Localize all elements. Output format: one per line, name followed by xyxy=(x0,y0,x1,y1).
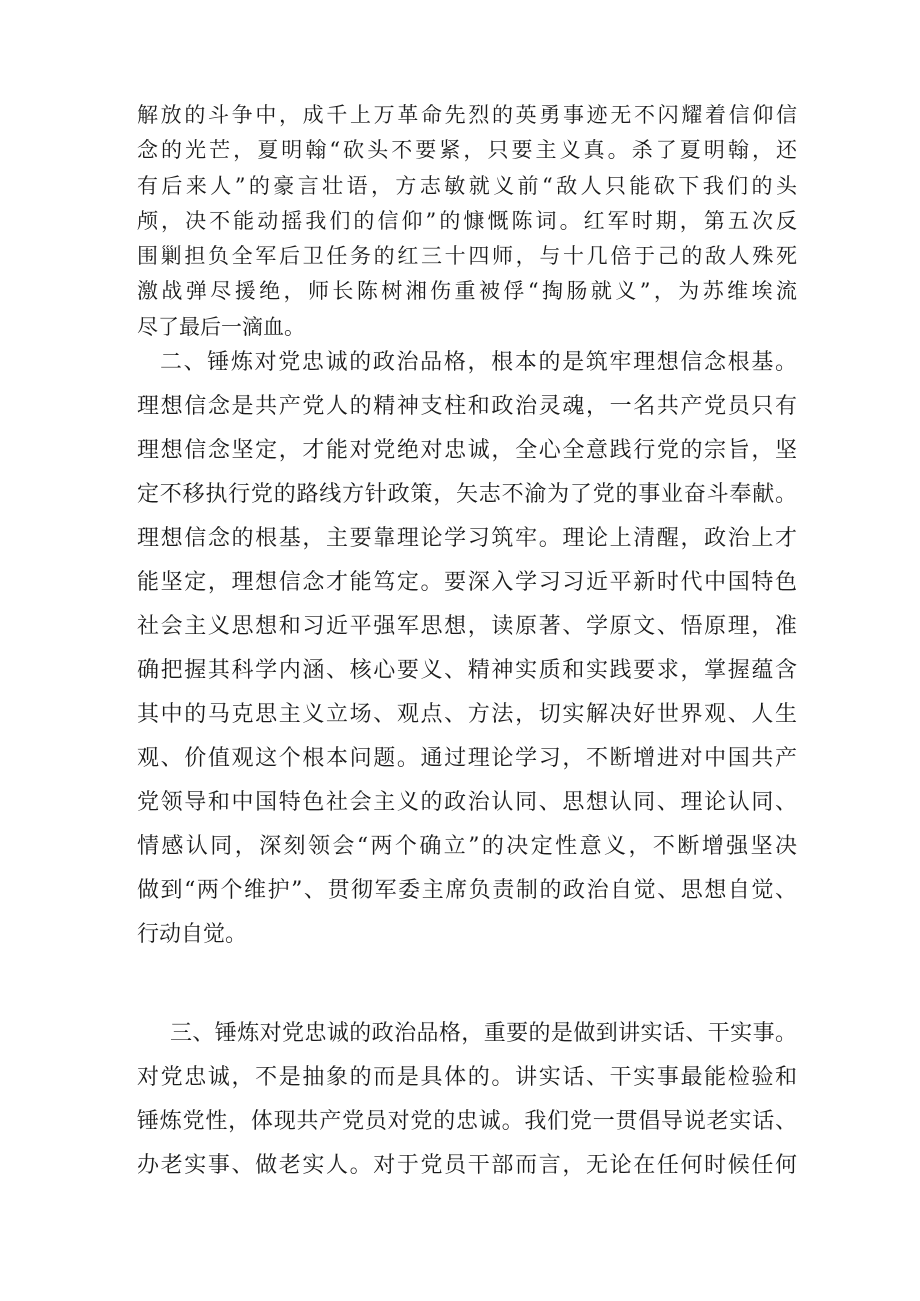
text-line: 锤炼党性，体现共产党员对党的忠诚。我们党一贯倡导说老实话、 xyxy=(137,1109,797,1134)
text-line: 能坚定，理想信念才能笃定。要深入学习习近平新时代中国特色 xyxy=(137,570,797,595)
paragraph-revolutionary-martyrs xyxy=(137,98,797,345)
text-line: 确把握其科学内涵、核心要义、精神实质和实践要求，掌握蕴含 xyxy=(137,658,797,683)
text-line: 行动自觉。 xyxy=(137,922,248,947)
text-line: 其中的马克思主义立场、观点、方法，切实解决好世界观、人生 xyxy=(137,702,797,727)
text-line: 定不移执行党的路线方针政策，矢志不渝为了党的事业奋斗奉献。 xyxy=(137,482,797,507)
text-line: 党领导和中国特色社会主义的政治认同、思想认同、理论认同、 xyxy=(137,790,797,815)
text-line: 做到“两个维护”、贯彻军委主席负责制的政治自觉、思想自觉、 xyxy=(137,878,797,903)
paragraph-section-three xyxy=(137,1012,797,1188)
text-line: 激战弹尽援绝，师长陈树湘伤重被俘“掏肠就义”，为苏维埃流 xyxy=(137,279,797,304)
text-line: 有后来人”的豪言壮语，方志敏就义前“敌人只能砍下我们的头 xyxy=(137,173,797,198)
text-line: 社会主义思想和习近平强军思想，读原著、学原文、悟原理，准 xyxy=(137,614,797,639)
text-line: 颅，决不能动摇我们的信仰”的慷慨陈词。红军时期，第五次反 xyxy=(137,208,797,233)
text-line: 情感认同，深刻领会“两个确立”的决定性意义，不断增强坚决 xyxy=(137,834,797,859)
text-line: 念的光芒，夏明翰“砍头不要紧，只要主义真。杀了夏明翰，还 xyxy=(137,138,797,163)
text-line: 理想信念坚定，才能对党绝对忠诚，全心全意践行党的宗旨，坚 xyxy=(137,438,797,463)
section-heading-three: 三、锤炼对党忠诚的政治品格，重要的是做到讲实话、干实事。 xyxy=(170,1021,797,1046)
text-line: 理想信念是共产党人的精神支柱和政治灵魂，一名共产党员只有 xyxy=(137,394,797,419)
text-line: 对党忠诚，不是抽象的而是具体的。讲实话、干实事最能检验和 xyxy=(137,1065,797,1090)
text-line: 尽了最后一滴血。 xyxy=(137,314,305,339)
text-line: 围剿担负全军后卫任务的红三十四师，与十几倍于己的敌人殊死 xyxy=(137,244,797,269)
text-line: 观、价值观这个根本问题。通过理论学习，不断增进对中国共产 xyxy=(137,746,797,771)
text-line: 理想信念的根基，主要靠理论学习筑牢。理论上清醒，政治上才 xyxy=(137,526,797,551)
section-heading-two: 二、锤炼对党忠诚的政治品格，根本的是筑牢理想信念根基。 xyxy=(160,350,797,375)
text-line: 办老实事、做老实人。对于党员干部而言，无论在任何时候任何 xyxy=(137,1153,797,1178)
text-line: 解放的斗争中，成千上万革命先烈的英勇事迹无不闪耀着信仰信 xyxy=(137,103,797,127)
paragraph-section-two xyxy=(137,341,797,957)
